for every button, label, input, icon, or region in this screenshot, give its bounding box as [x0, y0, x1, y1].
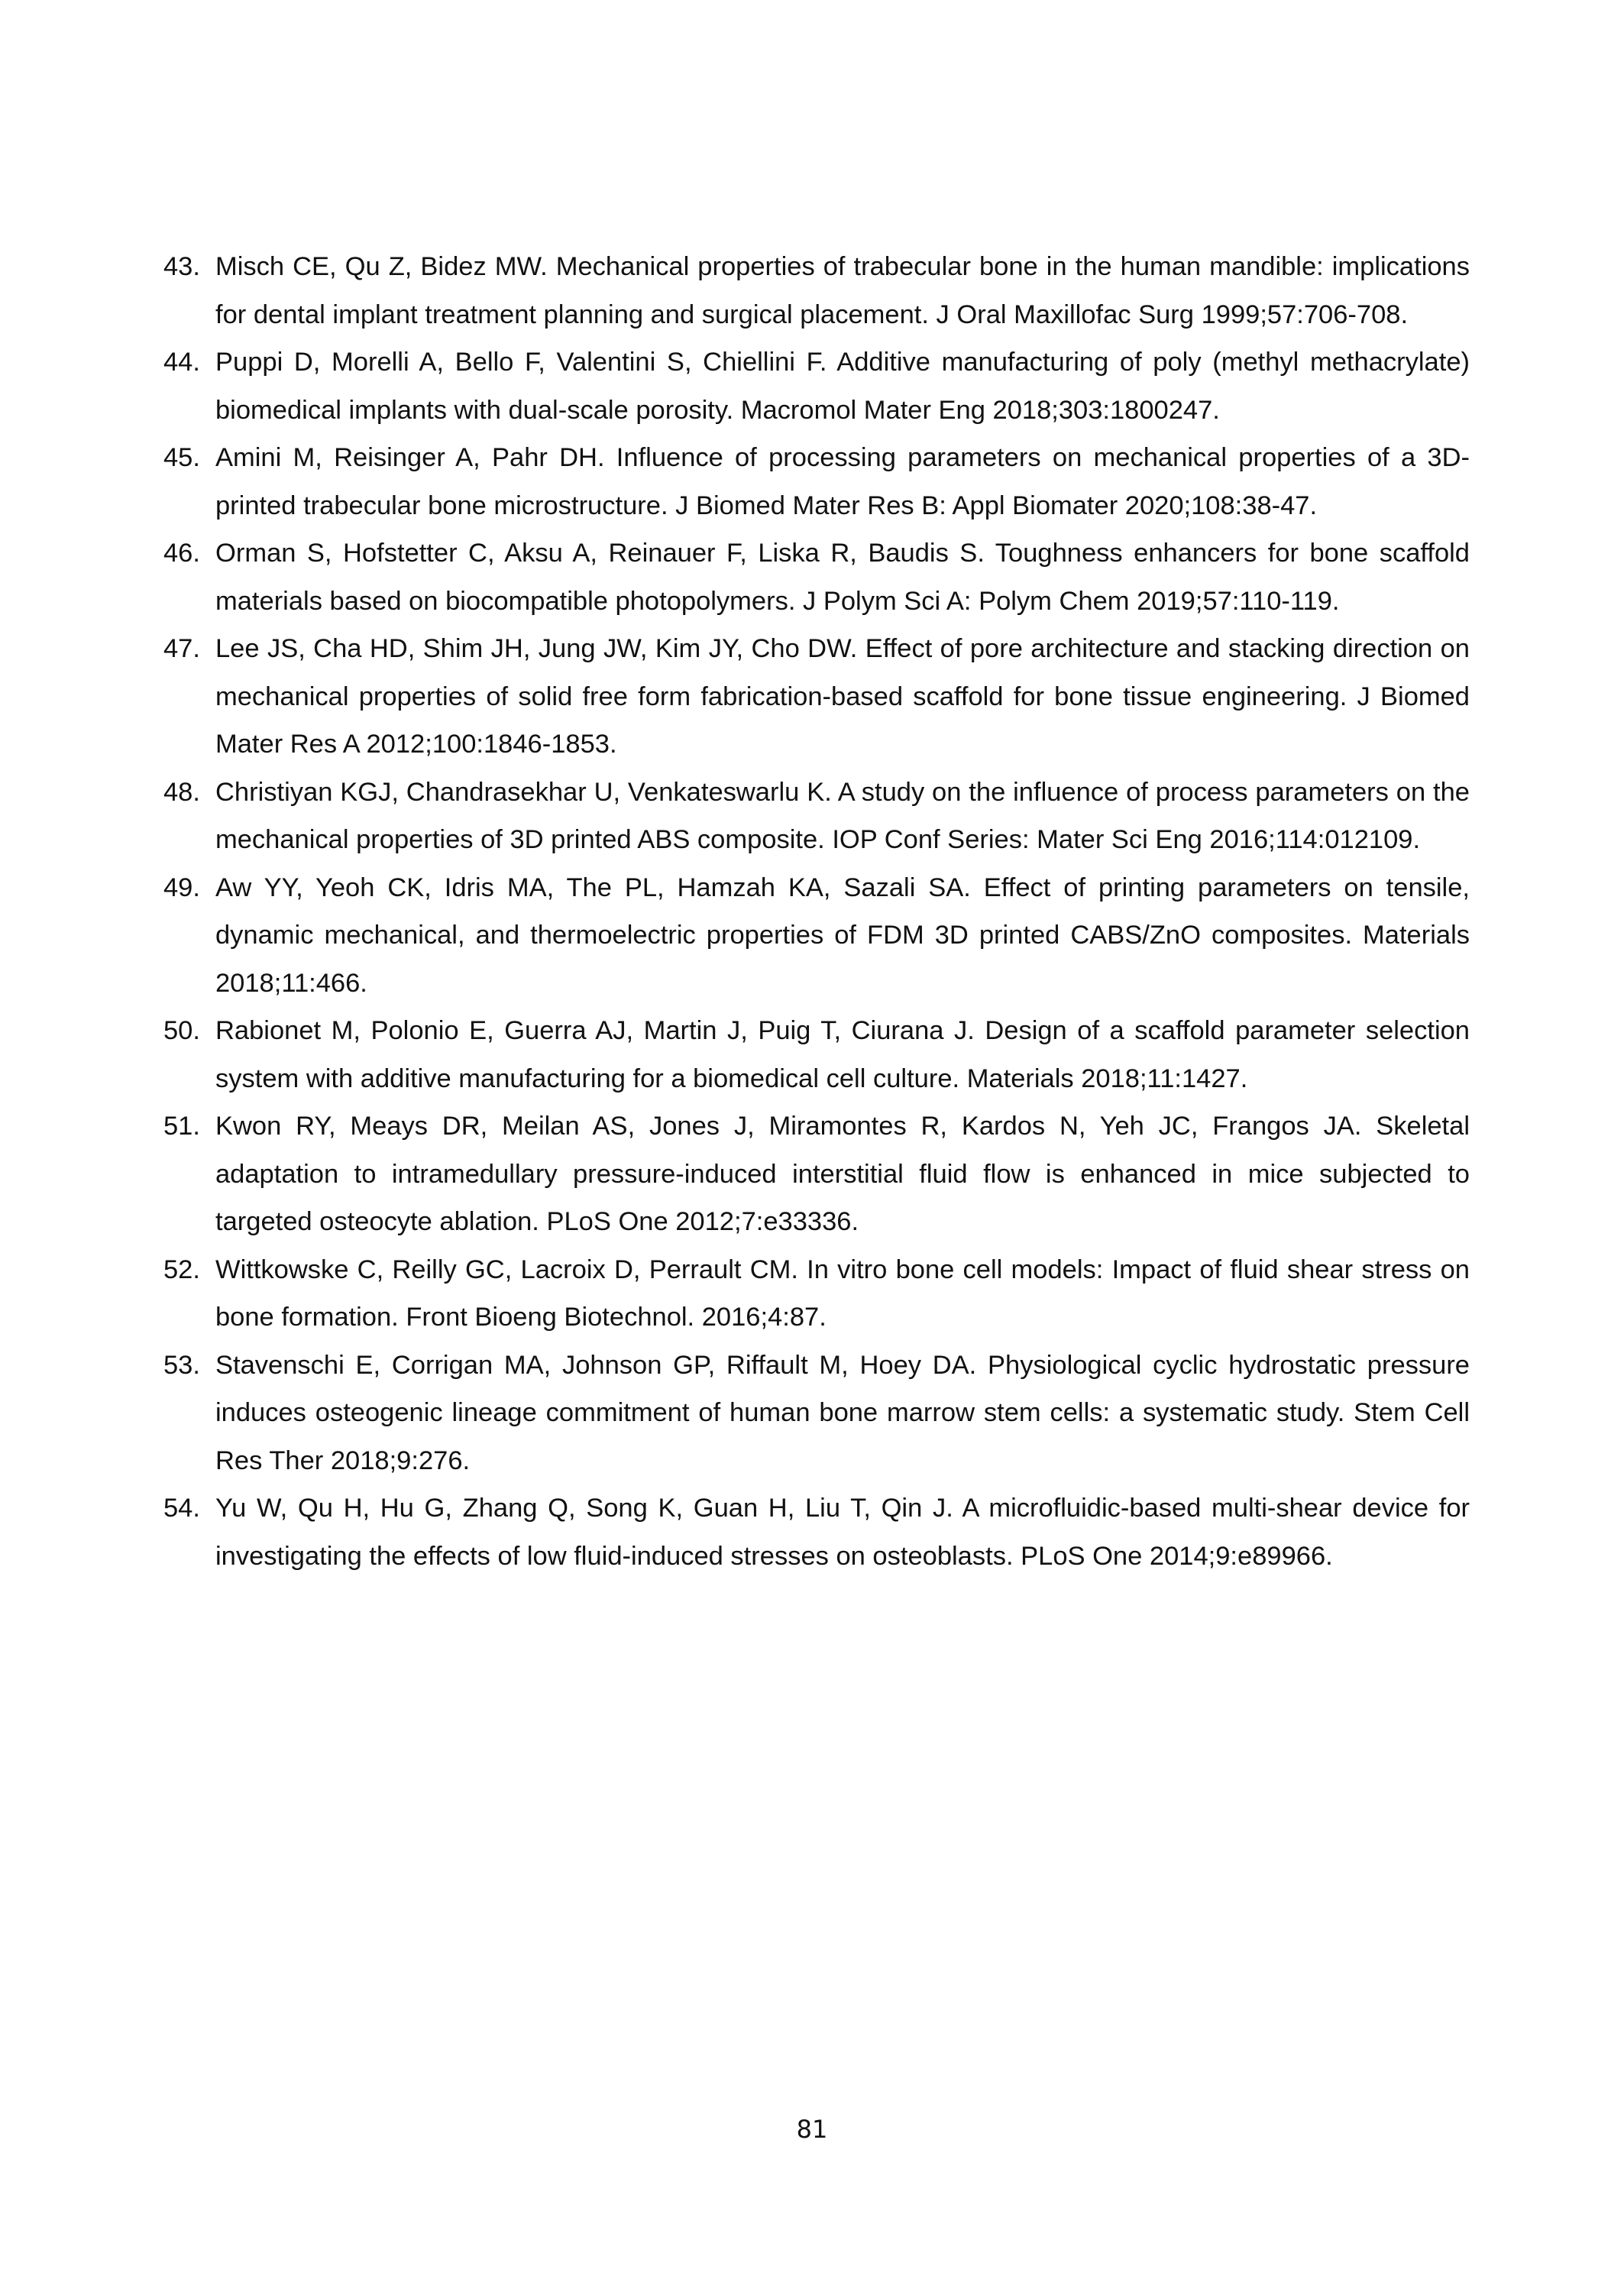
- reference-text: Kwon RY, Meays DR, Meilan AS, Jones J, Miramontes R, Kardos N, Yeh JC, Frangos JA. Skeletal adaptation to intramedullary pressure-induced interstitial fluid flow is enhanced in mice subjected to targeted osteocyte ablation. PLoS One 2012;7:e33336.: [215, 1112, 1470, 1236]
- reference-item: [163, 1102, 1470, 1246]
- reference-number: 45.: [163, 443, 200, 472]
- reference-number: 49.: [163, 872, 200, 902]
- reference-text: Orman S, Hofstetter C, Aksu A, Reinauer F, Liska R, Baudis S. Toughness enhancers for bone scaffold materials based on biocompatible photopolymers. J Polym Sci A: Polym Chem 2019;57:110-119.: [215, 539, 1470, 616]
- reference-number: 51.: [163, 1112, 200, 1141]
- reference-text: Rabionet M, Polonio E, Guerra AJ, Martin J, Puig T, Ciurana J. Design of a scaffold parameter selection system with additive manufacturing for a biomedical cell culture. Materials 2018;11:1427.: [215, 1016, 1470, 1093]
- reference-item: [163, 1246, 1470, 1342]
- reference-number: 47.: [163, 634, 200, 663]
- reference-text: Wittkowske C, Reilly GC, Lacroix D, Perrault CM. In vitro bone cell models: Impact of fluid shear stress on bone formation. Front Bioeng Biotechnol. 2016;4:87.: [215, 1254, 1470, 1332]
- reference-item: [163, 529, 1470, 625]
- reference-item: [163, 769, 1470, 864]
- reference-number: 48.: [163, 777, 200, 807]
- reference-text: Yu W, Qu H, Hu G, Zhang Q, Song K, Guan H, Liu T, Qin J. A microfluidic-based multi-shear device for investigating the effects of low fluid-induced stresses on osteoblasts. PLoS One 2014;9:e89966.: [215, 1494, 1470, 1571]
- page-number: 81: [796, 2115, 828, 2144]
- reference-number: 50.: [163, 1016, 200, 1045]
- reference-number: 43.: [163, 252, 200, 281]
- reference-text: Aw YY, Yeoh CK, Idris MA, The PL, Hamzah KA, Sazali SA. Effect of printing parameters on tensile, dynamic mechanical, and thermoelectric properties of FDM 3D printed CABS/ZnO composites. Materials 2018;11:466.: [215, 872, 1470, 998]
- reference-number: 44.: [163, 348, 200, 377]
- reference-text: Stavenschi E, Corrigan MA, Johnson GP, Riffault M, Hoey DA. Physiological cyclic hydrostatic pressure induces osteogenic lineage commitment of human bone marrow stem cells: a systematic study. Stem Cell Res Ther 2018;9:276.: [215, 1350, 1470, 1475]
- reference-item: [163, 1007, 1470, 1102]
- reference-text: Christiyan KGJ, Chandrasekhar U, Venkateswarlu K. A study on the influence of process parameters on the mechanical properties of 3D printed ABS composite. IOP Conf Series: Mater Sci Eng 2016;114:012109.: [215, 777, 1470, 854]
- reference-list: [163, 243, 1470, 1580]
- reference-number: 54.: [163, 1494, 200, 1523]
- reference-number: 52.: [163, 1254, 200, 1284]
- reference-number: 53.: [163, 1350, 200, 1380]
- reference-text: Puppi D, Morelli A, Bello F, Valentini S, Chiellini F. Additive manufacturing of poly (methyl methacrylate) biomedical implants with dual-scale porosity. Macromol Mater Eng 2018;303:1800247.: [215, 348, 1470, 425]
- reference-item: [163, 625, 1470, 769]
- reference-item: [163, 1484, 1470, 1580]
- reference-item: [163, 338, 1470, 434]
- reference-number: 46.: [163, 539, 200, 568]
- reference-item: [163, 864, 1470, 1008]
- reference-item: [163, 1342, 1470, 1485]
- reference-text: Lee JS, Cha HD, Shim JH, Jung JW, Kim JY, Cho DW. Effect of pore architecture and stacking direction on mechanical properties of solid free form fabrication-based scaffold for bone tissue engineering. J Biomed Mater Res A 2012;100:1846-1853.: [215, 634, 1470, 759]
- reference-text: Amini M, Reisinger A, Pahr DH. Influence of processing parameters on mechanical properties of a 3D-printed trabecular bone microstructure. J Biomed Mater Res B: Appl Biomater 2020;108:38-47.: [215, 443, 1470, 520]
- reference-item: [163, 434, 1470, 529]
- reference-item: [163, 243, 1470, 338]
- reference-text: Misch CE, Qu Z, Bidez MW. Mechanical properties of trabecular bone in the human mandible: implications for dental implant treatment planning and surgical placement. J Oral Maxillofac Surg 1999;57:706-708.: [215, 252, 1470, 329]
